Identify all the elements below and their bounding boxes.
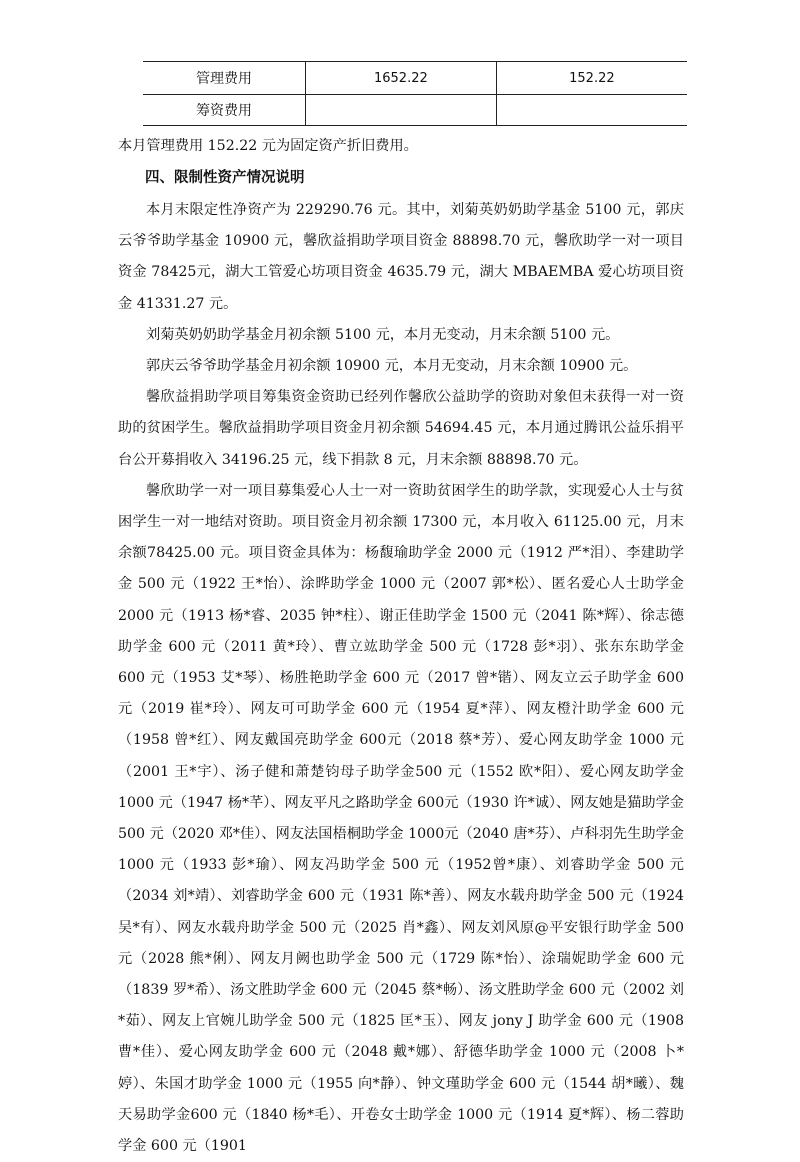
table-cell xyxy=(496,95,687,126)
table-cell: 1652.22 xyxy=(306,62,497,95)
paragraph: 馨欣助学一对一项目募集爱心人士一对一资助贫困学生的助学款，实现爱心人士与贫困学生一对一地结对资助。项目资金月初余额 17300 元，本月收入 61125.00 元，月末余额78425.00 元。项目资金具体为：杨馥瑜助学金 2000 元（1912 严*泪）、李建助学金 500 元（1922 王*怡）、涂晔助学金 1000 元（2007 郭*松）、匿名爱心人士助学金 2000 元（1913 杨*睿、2035 钟*柱）、谢正佳助学金 1500 元（2041 陈*辉）、徐志德助学金 600 元（2011 黄*玲）、曹立竑助学金 500 元（1728 彭*羽）、张东东助学金 600 元（1953 艾*琴）、杨胜艳助学金 600 元（2017 曾*锴）、网友立云子助学金 600 元（2019 崔*玲）、网友可可助学金 600 元（1954 夏*萍）、网友橙汁助学金 600 元（1958 曾*红）、网友戴国亮助学金 600元（2018 蔡*芳）、爱心网友助学金 1000 元（2001 王*宇）、汤子健和萧楚钧母子助学金500 元（1552 欧*阳）、爱心网友助学金 1000 元（1947 杨*芊）、网友平凡之路助学金 600元（1930 许*诚）、网友她是猫助学金 500 元（2020 邓*佳）、网友法国梧桐助学金 1000元（2040 唐*芬）、卢科羽先生助学金 1000 元（1933 彭*瑜）、网友冯助学金 500 元（1952曾*康）、刘睿助学金 500 元（2034 刘*靖）、刘睿助学金 600 元（1931 陈*善）、网友水载舟助学金 500 元（1924 吴*有）、网友水载舟助学金 500 元（2025 肖*鑫）、网友刘风原@平安银行助学金 500 元（2028 熊*俐）、网友月阙也助学金 500 元（1729 陈*怡）、涂瑞妮助学金 600 元（1839 罗*希）、汤文胜助学金 600 元（2045 蔡*畅）、汤文胜助学金 600 元（2002 刘*茹）、网友上官婉儿助学金 500 元（1825 匡*玉）、网友 jony J 助学金 600 元（1908曹*佳）、爱心网友助学金 600 元（2048 戴*娜）、舒德华助学金 1000 元（2008 卜*婷）、朱国才助学金 1000 元（1955 向*静）、钟文瑾助学金 600 元（1544 胡*曦）、魏天易助学金600 元（1840 杨*毛）、开卷女士助学金 1000 元（1914 夏*辉）、杨二蓉助学金 600 元（1901 xyxy=(118,482,684,1155)
expense-table xyxy=(143,61,687,126)
table-cell xyxy=(306,95,497,126)
row-label: 筹资费用 xyxy=(143,95,306,126)
section-body xyxy=(118,195,684,1162)
row-label: 管理费用 xyxy=(143,62,306,95)
expense-note: 本月管理费用 152.22 元为固定资产折旧费用。 xyxy=(118,138,418,154)
table-row xyxy=(143,95,687,126)
paragraph: 馨欣益捐助学项目筹集资金资助已经列作馨欣公益助学的资助对象但未获得一对一资助的贫困学生。馨欣益捐助学项目资金月初余额 54694.45 元，本月通过腾讯公益乐捐平台公开募捐收入 34196.25 元，线下捐款 8 元，月末余额 88898.70 元。 xyxy=(118,389,684,468)
table-cell: 152.22 xyxy=(496,62,687,95)
table-row xyxy=(143,62,687,95)
paragraph: 刘菊英奶奶助学基金月初余额 5100 元，本月无变动，月末余额 5100 元。 xyxy=(146,326,620,343)
paragraph: 本月末限定性净资产为 229290.76 元。其中，刘菊英奶奶助学基金 5100 元，郭庆云爷爷助学基金 10900 元，馨欣益捐助学项目资金 88898.70 元，馨欣助学一对一项目资金 78425元，湖大工管爱心坊项目资金 4635.79 元，湖大 MBAEMBA 爱心坊项目资金 41331.27 元。 xyxy=(118,202,684,312)
paragraph: 郭庆云爷爷助学基金月初余额 10900 元，本月无变动，月末余额 10900 元。 xyxy=(146,358,638,375)
section-heading: 四、限制性资产情况说明 xyxy=(145,170,305,186)
